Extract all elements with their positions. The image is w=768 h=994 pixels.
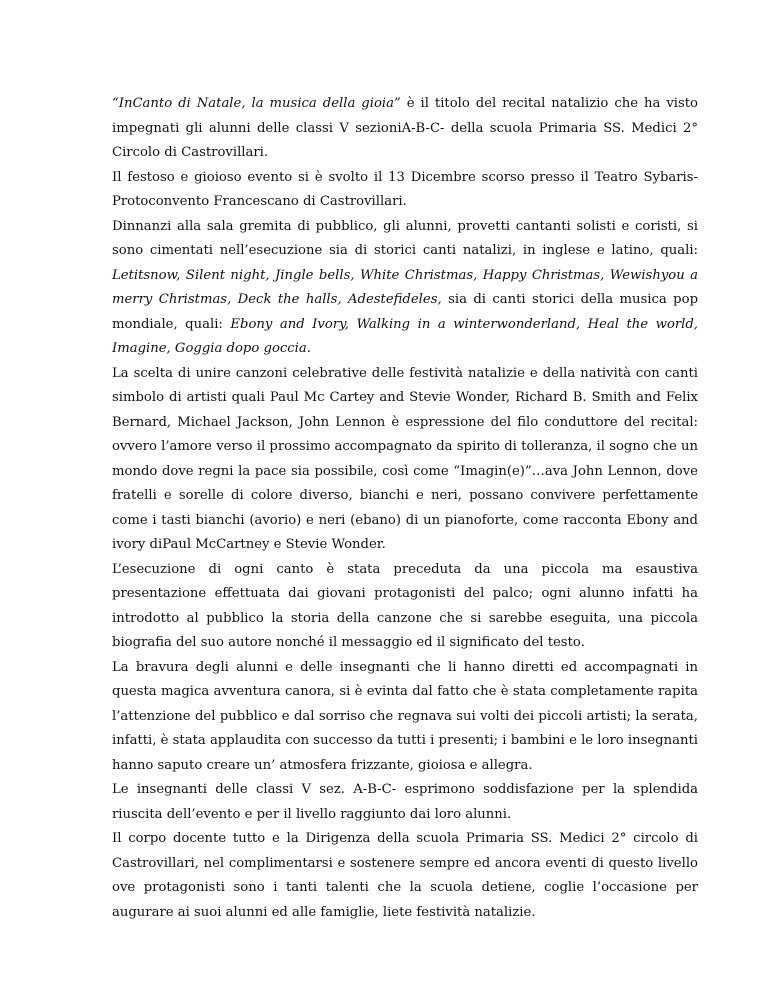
paragraph [112,778,698,827]
text-run: La scelta di unire canzoni celebrative delle festività natalizie e della natività con canti simbolo di artisti quali Paul Mc Cartey and Stevie Wonder, Richard B. Smith and Felix Bernard, Michael Jackson, John Lennon è espressione del filo conduttore del recital: ovvero l’amore verso il prossimo accompagnato da spirito di tolleranza, il sogno che un mondo dove regni la pace sia possibile, così come “Imagin(e)”…ava John Lennon, dove fratelli e sorelle di colore diverso, bianchi e neri, possano convivere perfettamente come i tasti bianchi (avorio) e neri (ebano) di un pianoforte, come racconta Ebony and ivory diPaul McCartney e Stevie Wonder. [112,365,698,552]
paragraph [112,558,698,656]
paragraph [112,166,698,215]
paragraph [112,827,698,925]
text-run: La bravura degli alunni e delle insegnanti che li hanno diretti ed accompagnati in questa magica avventura canora, si è evinta dal fatto che è stata completamente rapita l’attenzione del pubblico e dal sorriso che regnava sui volti dei piccoli artisti; la serata, infatti, è stata applaudita con successo da tutti i presenti; i bambini e le loro insegnanti hanno saputo creare un’ atmosfera frizzante, gioiosa e allegra. [112,659,698,773]
italic-text-run: Ebony and Ivory, Walking in a winterwonderland, Heal the world, Imagine, Goggia dopo goccia. [112,316,699,356]
text-run: è il titolo del recital natalizio che ha visto impegnati gli alunni delle classi V sezioniA-B-C- della scuola Primaria SS. Medici 2° Circolo di Castrovillari. [112,96,698,160]
text-run: Il corpo docente tutto e la Dirigenza della scuola Primaria SS. Medici 2° circolo di Castrovillari, nel complimentarsi e sostenere sempre ed ancora eventi di questo livello ove protagonisti sono i tanti talenti che la scuola detiene, coglie l’occasione per augurare ai suoi alunni ed alle famiglie, liete festività natalizie. [112,831,698,920]
text-run: L’esecuzione di ogni canto è stata preceduta da una piccola ma esaustiva presentazione effettuata dai giovani protagonisti del palco; ogni alunno infatti ha introdotto al pubblico la storia della canzone che si sarebbe eseguita, una piccola biografia del suo autore nonché il messaggio ed il significato del testo. [112,561,698,650]
text-run: Dinnanzi alla sala gremita di pubblico, gli alunni, provetti cantanti solisti e coristi, si sono cimentati nell’esecuzione sia di storici canti natalizi, in inglese e latino, quali: [112,218,698,258]
italic-text-run: Letitsnow, Silent night, Jingle bells, White Christmas, Happy Christmas, Wewishyou a merry Christmas, Deck the halls, Adestefideles, [112,267,698,307]
text-run: Il festoso e gioioso evento si è svolto il 13 Dicembre scorso presso il Teatro Sybaris-Protoconvento Francescano di Castrovillari. [112,169,698,209]
paragraph [112,215,698,362]
paragraph [112,362,698,558]
article-body [112,92,698,925]
paragraph [112,92,698,166]
text-run: sia di canti storici della musica pop mondiale, quali: [112,292,699,332]
italic-text-run: “InCanto di Natale, la musica della gioia” [112,96,401,111]
paragraph [112,656,698,779]
text-run: Le insegnanti delle classi V sez. A-B-C- esprimono soddisfazione per la splendida riuscita dell’evento e per il livello raggiunto dai loro alunni. [112,782,698,822]
